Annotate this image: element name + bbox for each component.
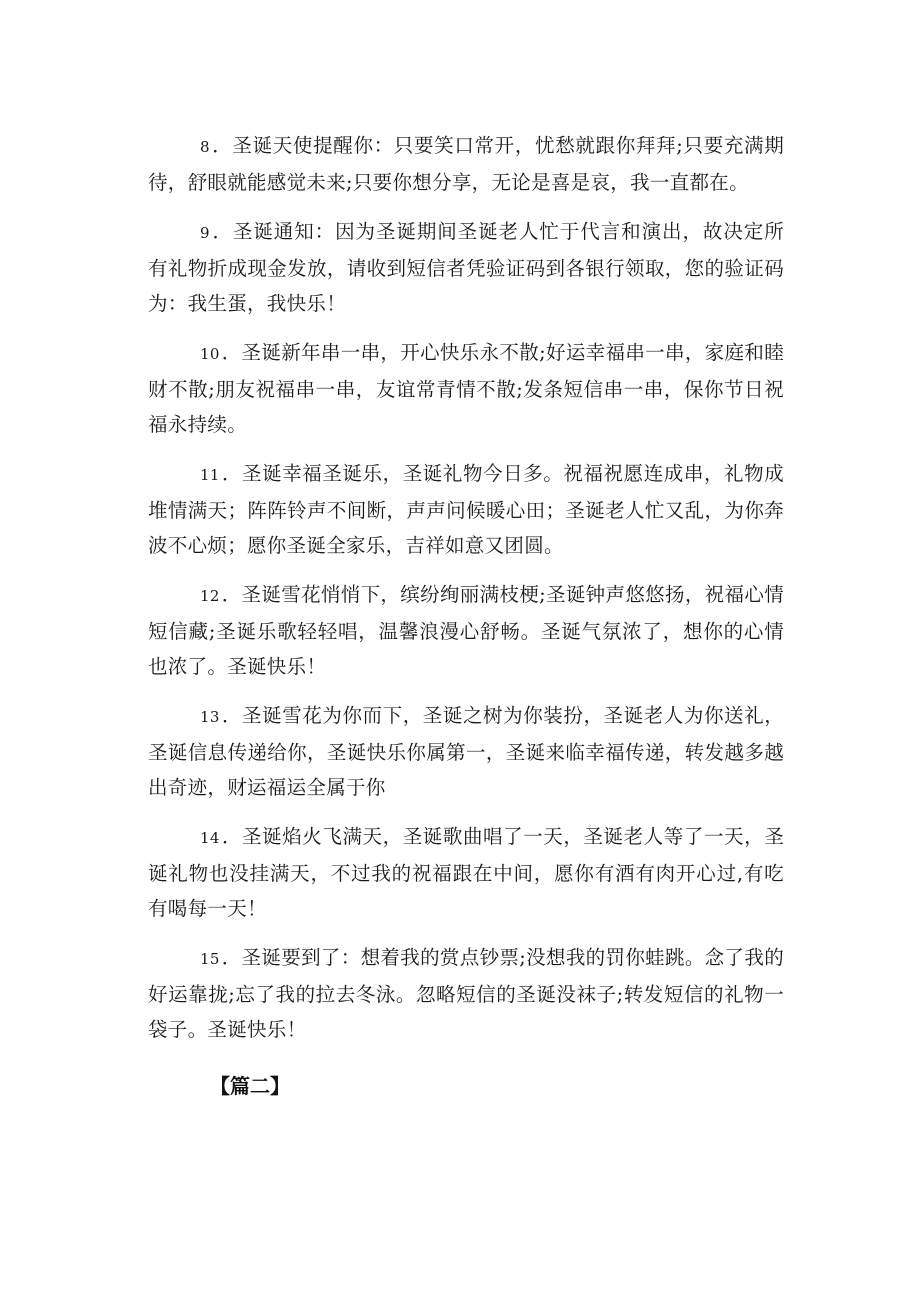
item-text: ．圣诞幸福圣诞乐，圣诞礼物今日多。祝福祝愿连成串，礼物成堆情满天；阵阵铃声不间断，声声问候暖心田；圣诞老人忙又乱，为你奔波不心烦；愿你圣诞全家乐，吉祥如意又团圆。	[148, 462, 784, 557]
list-item-12	[148, 577, 784, 684]
list-item-10	[148, 335, 784, 442]
list-item-13	[148, 698, 784, 805]
item-number: 9	[200, 224, 210, 242]
list-item-8	[148, 128, 784, 200]
section-title: 【篇二】	[210, 1074, 290, 1098]
item-number: 8	[200, 138, 210, 156]
item-number: 12	[200, 587, 220, 605]
list-item-14	[148, 819, 784, 926]
document-body	[148, 128, 784, 1103]
item-text: ．圣诞雪花悄悄下，缤纷绚丽满枝梗;圣诞钟声悠悠扬，祝福心情短信藏;圣诞乐歌轻轻唱，温馨浪漫心舒畅。圣诞气氛浓了，想你的心情也浓了。圣诞快乐！	[148, 583, 784, 678]
item-number: 10	[200, 345, 220, 363]
item-text: ．圣诞新年串一串，开心快乐永不散;好运幸福串一串，家庭和睦财不散;朋友祝福串一串，友谊常青情不散;发条短信串一串，保你节日祝福永持续。	[148, 341, 784, 436]
item-text: ．圣诞焰火飞满天，圣诞歌曲唱了一天，圣诞老人等了一天，圣诞礼物也没挂满天，不过我的祝福跟在中间，愿你有酒有肉开心过,有吃有喝每一天！	[148, 825, 784, 920]
item-number: 13	[200, 708, 220, 726]
list-item-15	[148, 940, 784, 1047]
list-item-11	[148, 456, 784, 563]
list-item-9	[148, 214, 784, 321]
item-number: 11	[200, 466, 220, 484]
item-text: ．圣诞要到了：想着我的赏点钞票;没想我的罚你蛙跳。念了我的好运靠拢;忘了我的拉去冬泳。忽略短信的圣诞没袜子;转发短信的礼物一袋子。圣诞快乐！	[148, 946, 784, 1041]
item-text: ．圣诞天使提醒你：只要笑口常开，忧愁就跟你拜拜;只要充满期待，舒眼就能感觉未来;只要你想分享，无论是喜是哀，我一直都在。	[148, 134, 784, 194]
item-text: ．圣诞通知：因为圣诞期间圣诞老人忙于代言和演出，故决定所有礼物折成现金发放，请收到短信者凭验证码到各银行领取，您的验证码为：我生蛋，我快乐！	[148, 220, 784, 315]
item-number: 14	[200, 829, 220, 847]
item-text: ．圣诞雪花为你而下，圣诞之树为你装扮，圣诞老人为你送礼，圣诞信息传递给你，圣诞快乐你属第一，圣诞来临幸福传递，转发越多越出奇迹，财运福运全属于你	[148, 704, 784, 799]
item-number: 15	[200, 950, 220, 968]
